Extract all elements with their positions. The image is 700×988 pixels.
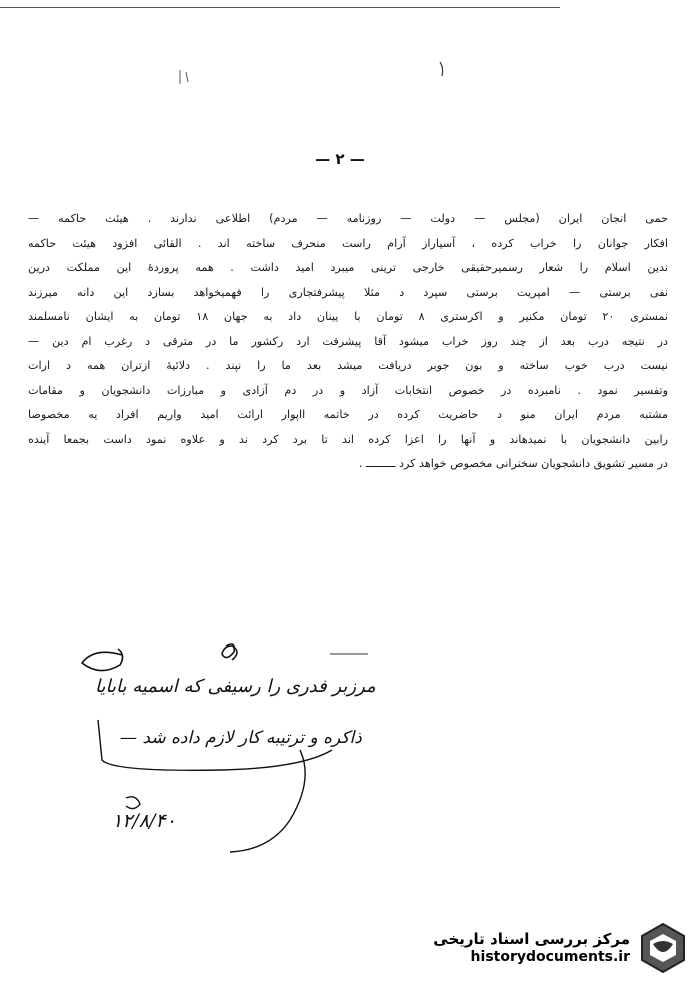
watermark-text (433, 930, 630, 966)
body-line: حمی انجان ایران (مجلس — دولت — روزنامه — مردم) اطلاعی ندارند . هیئت حاکمه — (28, 212, 668, 225)
top-rule (0, 7, 560, 8)
body-line: ندین اسلام را شعار رسمیرحقیقی خارجی ترینی میبرد امید داشت . همه پروردۀ این مملکت درین (28, 261, 668, 274)
archive-emblem-icon (638, 920, 688, 976)
body-line: نفی برستی — امپریت برستی سپرد د مثلا پیشرفتجاری را فهمیخواهد بسازد این دانه میرزند (28, 285, 668, 299)
handwritten-note-line: مرزبر فدری را رسیفی که اسمیه بابایا (95, 676, 376, 697)
handwritten-date: ۱۲/۸/۴۰ (112, 810, 176, 832)
handwritten-note-line: ذاکره و ترتیبه کار لازم داده شد — (120, 728, 362, 748)
body-line: رابین دانشجویان با نمیدهاند و آنها را اعزا کرده اند تا برد کرد ند و علاوه نمود داست بجمعا آینده (28, 432, 668, 446)
watermark-logo (433, 916, 688, 980)
watermark-url: historydocuments.ir (470, 948, 630, 965)
watermark-title: مرکز بررسی اسناد تاریخی (433, 929, 630, 948)
document-body (28, 207, 668, 477)
body-line: در نتیجه درب بعد از چند روز خراب میشود آقا پیشرفت ارد رکشور ما در مترقی د رغرب ام دین — (28, 334, 668, 348)
body-line: افکار جوانان را خراب کرده ، آسیاراز آرام راست منحرف ساخته اند . القائی افزود هیئت حاکمه (28, 236, 668, 250)
page-number: — ۲ — (315, 150, 365, 168)
body-line: نمستری ۲۰ تومان مکنیر و اکرستری ۸ تومان با یینان داد به جهان ۱۸ تومان به ایشان نامسلمند (28, 310, 668, 323)
body-line: نیست درب خوب ساخته و بون جوبر دریافت میشد بعد ما را نپند . دلائیهٔ ازتران همه د ارات (28, 359, 668, 372)
body-line: مشتبه مردم ایران منو د حاضریت کرده در خاتمه ااپوار ارائت امید واریم افراد یه مخصوصا (28, 408, 668, 421)
body-line: در مسیر تشویق دانشجویان سخنرانی مخصوص خواهد کرد ـــــــــ . (358, 457, 668, 470)
body-line: وتفسیر نمود . نامبرده در خصوص انتخابات آزاد و در دم آزادی و مبارزات دانشجویان و مقامات (28, 383, 668, 397)
